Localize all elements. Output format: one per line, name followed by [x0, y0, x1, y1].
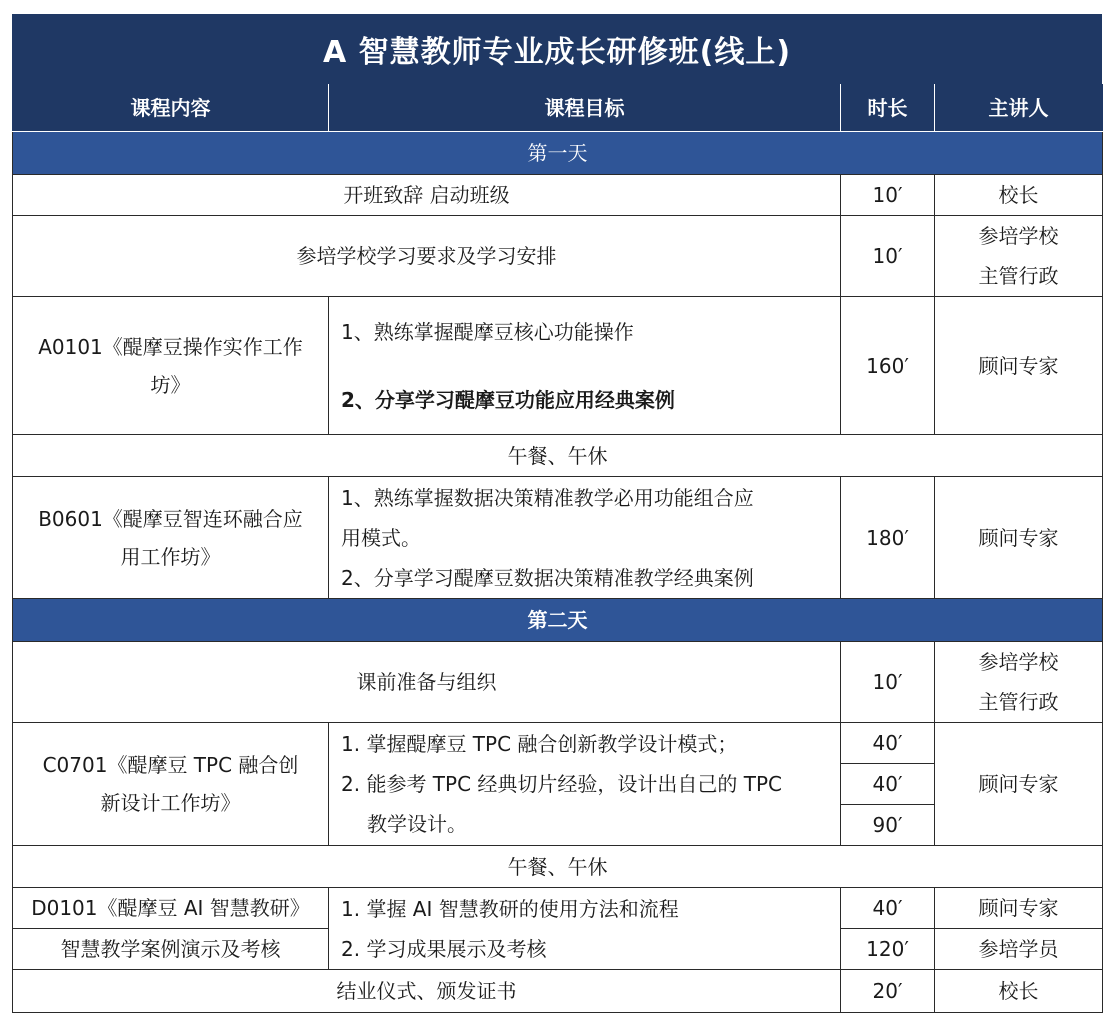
goal-line: 用模式。 [341, 525, 421, 550]
row-content [13, 297, 329, 435]
day-label: 第二天 [13, 599, 1103, 642]
row-lecturer: 参培学员 [935, 929, 1103, 970]
row-duration: 40′ [841, 723, 935, 764]
header-goal: 课程目标 [329, 84, 841, 132]
lecturer-line: 参培学校 [978, 650, 1059, 674]
header-row [13, 84, 1103, 132]
row-goal [329, 888, 841, 970]
lecturer-line: 主管行政 [978, 690, 1059, 714]
row-lecturer [935, 642, 1103, 723]
row-content: 课前准备与组织 [13, 642, 841, 723]
row-duration: 180′ [841, 477, 935, 599]
row-content: 开班致辞 启动班级 [13, 175, 841, 216]
goal-line: 1. 掌握醍摩豆 TPC 融合创新教学设计模式； [341, 732, 738, 756]
day-label: 第一天 [13, 132, 1103, 175]
row-duration: 40′ [841, 888, 935, 929]
header-content: 课程内容 [13, 84, 329, 132]
row-duration: 10′ [841, 216, 935, 297]
day-row-1 [13, 132, 1103, 175]
goal-line: 1. 掌握 AI 智慧教研的使用方法和流程 [341, 896, 679, 921]
row-lecturer: 校长 [935, 175, 1103, 216]
table-row [13, 723, 1103, 764]
goal-line: 1、熟练掌握醍摩豆核心功能操作 [341, 319, 634, 344]
goal-line: 2、分享学习醍摩豆功能应用经典案例 [341, 387, 675, 412]
row-duration: 120′ [841, 929, 935, 970]
content-line: 新设计工作坊》 [100, 791, 241, 815]
lecturer-line: 主管行政 [978, 264, 1059, 288]
row-content [13, 477, 329, 599]
table-row [13, 216, 1103, 297]
row-lecturer [935, 216, 1103, 297]
table-row [13, 888, 1103, 929]
table-row [13, 175, 1103, 216]
row-lecturer: 顾问专家 [935, 477, 1103, 599]
row-duration: 40′ [841, 764, 935, 805]
row-content [13, 723, 329, 846]
header-duration: 时长 [841, 84, 935, 132]
content-line: 用工作坊》 [120, 544, 221, 569]
lecturer-line: 参培学校 [978, 224, 1059, 248]
schedule-document [12, 14, 1102, 1013]
row-lecturer: 顾问专家 [935, 723, 1103, 846]
content-line: C0701《醍摩豆 TPC 融合创 [42, 753, 299, 777]
row-content: 结业仪式、颁发证书 [13, 970, 841, 1013]
page-title: A 智慧教师专业成长研修班(线上) [12, 14, 1102, 84]
row-duration: 90′ [841, 805, 935, 846]
row-duration: 10′ [841, 175, 935, 216]
row-content: 智慧教学案例演示及考核 [13, 929, 329, 970]
break-row: 午餐、午休 [13, 846, 1103, 888]
content-line: 坊》 [150, 372, 191, 397]
content-line: B0601《醍摩豆智连环融合应 [38, 506, 303, 531]
break-row: 午餐、午休 [13, 435, 1103, 477]
row-lecturer: 顾问专家 [935, 297, 1103, 435]
row-goal [329, 297, 841, 435]
row-lecturer: 顾问专家 [935, 888, 1103, 929]
content-line: A0101《醍摩豆操作实作工作 [38, 334, 303, 359]
goal-line: 2、分享学习醍摩豆数据决策精准教学经典案例 [341, 565, 754, 590]
goal-line: 教学设计。 [367, 812, 467, 836]
row-duration: 20′ [841, 970, 935, 1013]
table-row [13, 642, 1103, 723]
goal-line: 2. 能参考 TPC 经典切片经验，设计出自己的 TPC [341, 772, 782, 796]
day-row-2 [13, 599, 1103, 642]
row-lecturer: 校长 [935, 970, 1103, 1013]
row-goal [329, 723, 841, 846]
row-content: D0101《醍摩豆 AI 智慧教研》 [13, 888, 329, 929]
row-duration: 160′ [841, 297, 935, 435]
header-lecturer: 主讲人 [935, 84, 1103, 132]
row-duration: 10′ [841, 642, 935, 723]
goal-line: 1、熟练掌握数据决策精准教学必用功能组合应 [341, 485, 754, 510]
table-row [13, 435, 1103, 477]
table-row [13, 970, 1103, 1013]
row-content: 参培学校学习要求及学习安排 [13, 216, 841, 297]
schedule-table [12, 84, 1103, 1013]
table-row [13, 297, 1103, 435]
table-row [13, 846, 1103, 888]
table-row [13, 477, 1103, 599]
goal-line: 2. 学习成果展示及考核 [341, 936, 547, 961]
row-goal [329, 477, 841, 599]
